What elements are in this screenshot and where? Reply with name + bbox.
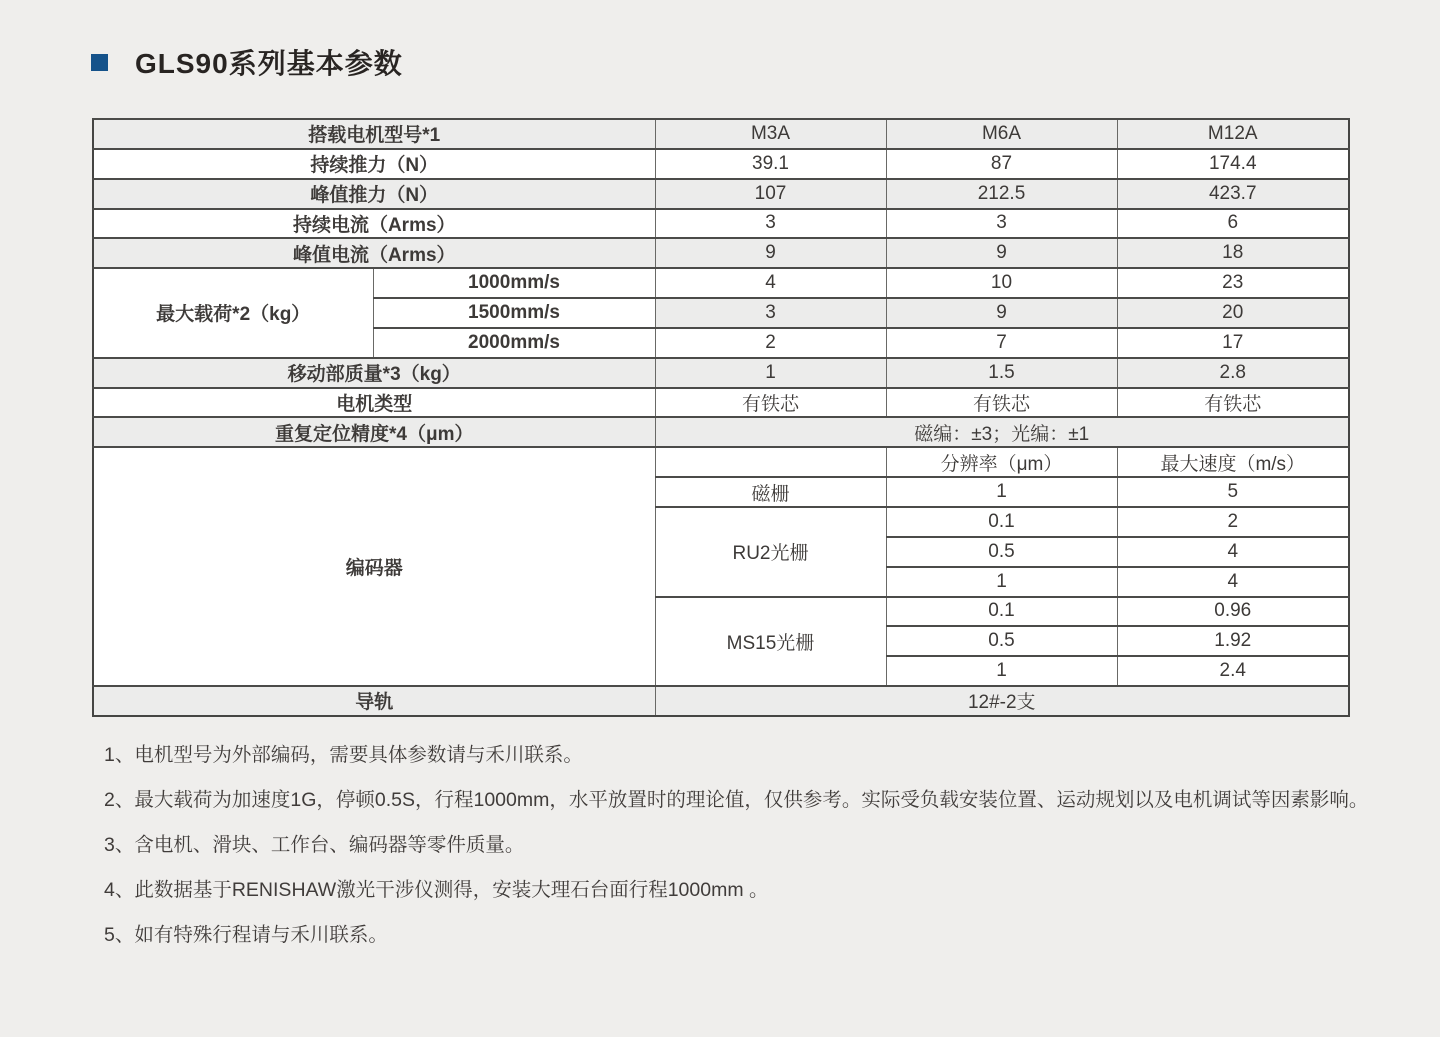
repeatability-value: 磁编：±3；光编：±1 xyxy=(655,417,1349,447)
cell-value: 0.96 xyxy=(1117,597,1349,627)
cell-value: 87 xyxy=(886,149,1117,179)
cell-value: 2 xyxy=(1117,507,1349,537)
cell-value: 9 xyxy=(655,238,886,268)
encoder-col-header: 最大速度（m/s） xyxy=(1117,447,1349,477)
cell-value: 1 xyxy=(886,567,1117,597)
footnotes xyxy=(92,733,1394,958)
row-motor-model xyxy=(93,119,1349,149)
encoder-type-label: 磁栅 xyxy=(655,477,886,507)
encoder-type-label: RU2光栅 xyxy=(655,507,886,597)
cell-value: 4 xyxy=(655,268,886,298)
cell-value: 1 xyxy=(886,656,1117,686)
footnote-5: 5、如有特殊行程请与禾川联系。 xyxy=(104,924,388,946)
encoder-blank-cell xyxy=(655,447,886,477)
cell-value: 4 xyxy=(1117,537,1349,567)
cell-value: 39.1 xyxy=(655,149,886,179)
cell-value: 9 xyxy=(886,238,1117,268)
cell-value: 212.5 xyxy=(886,179,1117,209)
cell-value: 0.1 xyxy=(886,597,1117,627)
encoder-col-header: 分辨率（μm） xyxy=(886,447,1117,477)
cell-value: 4 xyxy=(1117,567,1349,597)
row-rail xyxy=(93,686,1349,716)
cell-value: 423.7 xyxy=(1117,179,1349,209)
spec-table xyxy=(92,118,1350,717)
repeatability-label: 重复定位精度*4（μm） xyxy=(93,417,655,447)
cell-value: 1.5 xyxy=(886,358,1117,388)
encoder-type-label: MS15光栅 xyxy=(655,597,886,687)
cell-value: 1 xyxy=(655,358,886,388)
peak-current-label: 峰值电流（Arms） xyxy=(93,238,655,268)
cell-value: 有铁芯 xyxy=(1117,388,1349,418)
cell-value: 2.4 xyxy=(1117,656,1349,686)
cell-value: 174.4 xyxy=(1117,149,1349,179)
cell-value: M6A xyxy=(886,119,1117,149)
rail-label: 导轨 xyxy=(93,686,655,716)
row-motor-type xyxy=(93,388,1349,418)
cell-value: 2 xyxy=(655,328,886,358)
page-title: GLS90系列基本参数 xyxy=(135,48,403,79)
row-moving-mass xyxy=(93,358,1349,388)
footnote-3: 3、含电机、滑块、工作台、编码器等零件质量。 xyxy=(104,834,525,856)
cell-value: 10 xyxy=(886,268,1117,298)
cell-value: 17 xyxy=(1117,328,1349,358)
max-load-speed-label: 2000mm/s xyxy=(373,328,655,358)
cell-value: 有铁芯 xyxy=(655,388,886,418)
row-max-load-1000 xyxy=(93,268,1349,298)
footnote-1: 1、电机型号为外部编码，需要具体参数请与禾川联系。 xyxy=(104,744,583,766)
encoder-label: 编码器 xyxy=(93,447,655,686)
continuous-current-label: 持续电流（Arms） xyxy=(93,209,655,239)
cell-value: 18 xyxy=(1117,238,1349,268)
cell-value: 1 xyxy=(886,477,1117,507)
cell-value: 3 xyxy=(886,209,1117,239)
cell-value: 0.5 xyxy=(886,626,1117,656)
section-bullet-icon xyxy=(91,54,108,71)
max-load-speed-label: 1500mm/s xyxy=(373,298,655,328)
section-header xyxy=(91,42,403,82)
row-peak-force xyxy=(93,179,1349,209)
row-continuous-current xyxy=(93,209,1349,239)
cell-value: 23 xyxy=(1117,268,1349,298)
max-load-speed-label: 1000mm/s xyxy=(373,268,655,298)
row-continuous-force xyxy=(93,149,1349,179)
row-encoder-header xyxy=(93,447,1349,477)
cell-value: 5 xyxy=(1117,477,1349,507)
footnote-2: 2、最大载荷为加速度1G，停顿0.5S，行程1000mm，水平放置时的理论值，仅供参考。实际受负载安装位置、运动规划以及电机调试等因素影响。 xyxy=(104,789,1369,811)
max-load-label: 最大载荷*2（kg） xyxy=(93,268,373,358)
cell-value: 6 xyxy=(1117,209,1349,239)
row-peak-current xyxy=(93,238,1349,268)
continuous-force-label: 持续推力（N） xyxy=(93,149,655,179)
rail-value: 12#-2支 xyxy=(655,686,1349,716)
motor-model-label: 搭载电机型号*1 xyxy=(93,119,655,149)
row-repeatability xyxy=(93,417,1349,447)
cell-value: 0.5 xyxy=(886,537,1117,567)
cell-value: 9 xyxy=(886,298,1117,328)
motor-type-label: 电机类型 xyxy=(93,388,655,418)
cell-value: 0.1 xyxy=(886,507,1117,537)
cell-value: M12A xyxy=(1117,119,1349,149)
cell-value: M3A xyxy=(655,119,886,149)
cell-value: 7 xyxy=(886,328,1117,358)
cell-value: 20 xyxy=(1117,298,1349,328)
cell-value: 107 xyxy=(655,179,886,209)
cell-value: 3 xyxy=(655,298,886,328)
moving-mass-label: 移动部质量*3（kg） xyxy=(93,358,655,388)
peak-force-label: 峰值推力（N） xyxy=(93,179,655,209)
cell-value: 2.8 xyxy=(1117,358,1349,388)
cell-value: 有铁芯 xyxy=(886,388,1117,418)
cell-value: 3 xyxy=(655,209,886,239)
cell-value: 1.92 xyxy=(1117,626,1349,656)
footnote-4: 4、此数据基于RENISHAW激光干涉仪测得，安装大理石台面行程1000mm 。 xyxy=(104,879,769,901)
